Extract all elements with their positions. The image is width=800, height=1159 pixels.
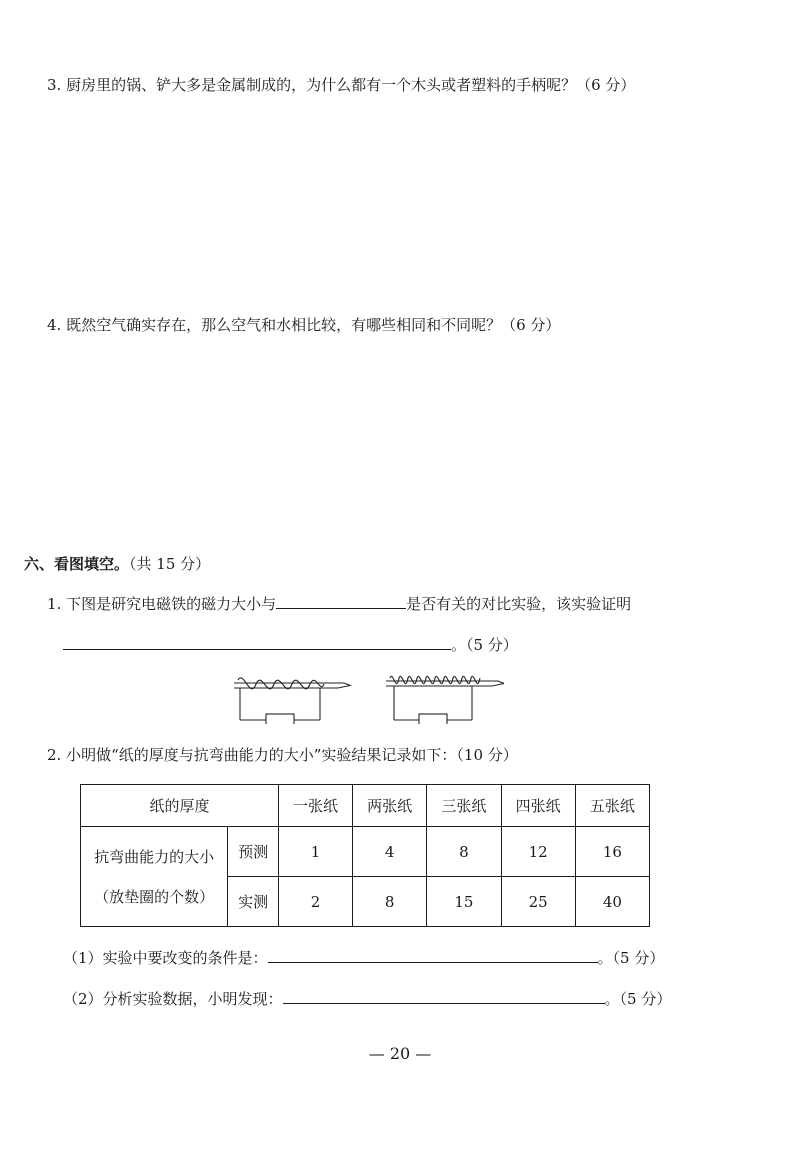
section6-item2-intro: 2. 小明做“纸的厚度与抗弯曲能力的大小”实验结果记录如下：（10 分） bbox=[47, 746, 518, 764]
battery-left bbox=[266, 714, 294, 724]
table-cell: 8 bbox=[427, 827, 501, 877]
table-cell: 1 bbox=[278, 827, 352, 877]
sub-question-2 bbox=[63, 988, 671, 1009]
sub1-suffix: 。（5 分） bbox=[597, 949, 665, 967]
section-6-heading bbox=[24, 553, 210, 574]
row-label-measured: 实测 bbox=[228, 877, 279, 927]
section6-item1-line2 bbox=[63, 634, 518, 655]
wire-coil-right bbox=[390, 676, 480, 683]
answer-blank-sub2[interactable] bbox=[283, 989, 605, 1004]
section-6-title: 六、看图填空。 bbox=[24, 555, 130, 573]
answer-blank-factor[interactable] bbox=[276, 594, 406, 609]
col-header: 三张纸 bbox=[427, 785, 501, 827]
table-cell: 40 bbox=[575, 877, 649, 927]
question-4: 4. 既然空气确实存在，那么空气和水相比较，有哪些相同和不同呢？（6 分） bbox=[47, 316, 561, 334]
col-header: 五张纸 bbox=[575, 785, 649, 827]
electromagnet-figure bbox=[226, 664, 504, 724]
sub2-suffix: 。（5 分） bbox=[604, 990, 672, 1008]
col-header: 一张纸 bbox=[278, 785, 352, 827]
table-cell: 4 bbox=[353, 827, 427, 877]
table-cell: 12 bbox=[501, 827, 575, 877]
row-group-label-line2: （放垫圈的个数） bbox=[94, 887, 215, 906]
sub-question-1 bbox=[63, 947, 664, 968]
table-header-row bbox=[81, 785, 650, 827]
section6-item1-line1 bbox=[47, 593, 631, 614]
section-6-points: （共 15 分） bbox=[129, 555, 211, 573]
sub2-prefix: （2）分析实验数据，小明发现： bbox=[63, 990, 283, 1008]
table-row bbox=[81, 827, 650, 877]
table-cell: 2 bbox=[278, 877, 352, 927]
page-number: — 20 — bbox=[368, 1044, 432, 1063]
table-cell: 25 bbox=[501, 877, 575, 927]
electromagnet-many-coils bbox=[386, 676, 504, 724]
sub1-prefix: （1）实验中要改变的条件是： bbox=[63, 949, 268, 967]
table-cell: 15 bbox=[427, 877, 501, 927]
col-header: 四张纸 bbox=[501, 785, 575, 827]
item1-text-a: 1. 下图是研究电磁铁的磁力大小与 bbox=[47, 595, 277, 613]
row-label-predicted: 预测 bbox=[228, 827, 279, 877]
table-cell: 16 bbox=[575, 827, 649, 877]
item1-text-c: 。（5 分） bbox=[451, 636, 518, 654]
header-thickness: 纸的厚度 bbox=[81, 785, 279, 827]
col-header: 两张纸 bbox=[353, 785, 427, 827]
item1-text-b: 是否有关的对比实验，该实验证明 bbox=[406, 595, 632, 613]
question-3: 3. 厨房里的锅、铲大多是金属制成的，为什么都有一个木头或者塑料的手柄呢？（6 分） bbox=[47, 76, 636, 94]
electromagnet-few-coils bbox=[234, 678, 350, 724]
row-group-label bbox=[81, 827, 228, 927]
answer-blank-sub1[interactable] bbox=[268, 948, 598, 963]
answer-blank-conclusion[interactable] bbox=[63, 635, 451, 650]
paper-thickness-table bbox=[80, 784, 650, 927]
row-group-label-line1: 抗弯曲能力的大小 bbox=[94, 847, 215, 866]
table-cell: 8 bbox=[353, 877, 427, 927]
battery-right bbox=[419, 714, 447, 724]
